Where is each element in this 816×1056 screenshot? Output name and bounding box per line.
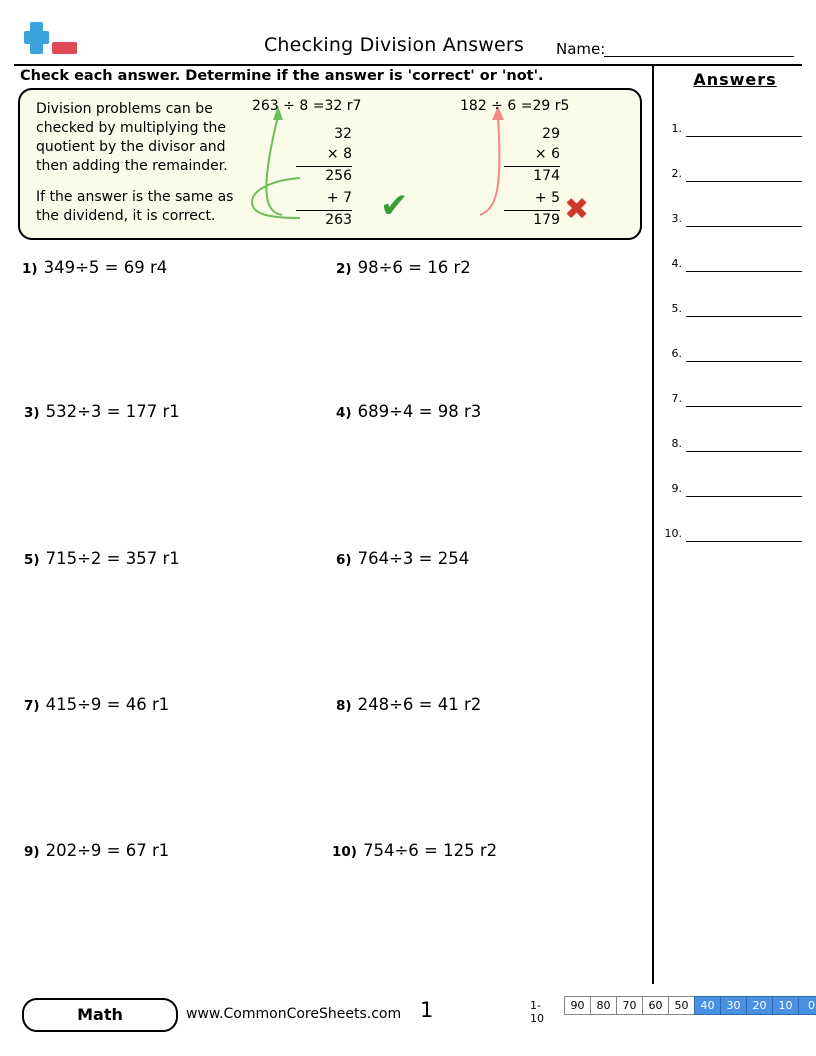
page-header bbox=[14, 22, 802, 62]
correct-example-work bbox=[252, 98, 409, 228]
answer-number: 9. bbox=[671, 482, 682, 495]
problem-number: 1) bbox=[22, 261, 38, 277]
scale-cell: 50 bbox=[668, 996, 694, 1015]
problem-item[interactable] bbox=[332, 841, 497, 860]
problem-text: 764÷3 = 254 bbox=[357, 549, 470, 568]
answer-row[interactable] bbox=[660, 118, 806, 140]
example-explanation bbox=[36, 100, 246, 238]
problem-text: 715÷2 = 357 r1 bbox=[45, 549, 180, 568]
problem-number: 3) bbox=[24, 405, 40, 421]
problem-text: 415÷9 = 46 r1 bbox=[45, 695, 170, 714]
answer-number: 2. bbox=[671, 167, 682, 180]
problem-item[interactable] bbox=[336, 258, 471, 277]
answers-column-divider bbox=[652, 64, 654, 984]
example-text-2: If the answer is the same as the dividend, it is correct. bbox=[36, 189, 234, 224]
incorrect-cross-icon: ✖ bbox=[564, 192, 590, 227]
scale-cell: 60 bbox=[642, 996, 668, 1015]
answer-number: 7. bbox=[671, 392, 682, 405]
page-number: 1 bbox=[420, 998, 434, 1022]
problem-text: 98÷6 = 16 r2 bbox=[357, 258, 471, 277]
answer-row[interactable] bbox=[660, 433, 806, 455]
problem-item[interactable] bbox=[24, 841, 169, 860]
scale-cell: 0 bbox=[798, 996, 816, 1015]
incorrect-factor: 29 bbox=[542, 126, 560, 142]
scale-cell: 40 bbox=[694, 996, 720, 1015]
problem-item[interactable] bbox=[336, 695, 481, 714]
correct-multiplier: × 8 bbox=[326, 146, 352, 162]
problem-number: 4) bbox=[336, 405, 352, 421]
name-label: Name: bbox=[556, 40, 606, 58]
problem-text: 689÷4 = 98 r3 bbox=[357, 402, 482, 421]
incorrect-example-work bbox=[460, 98, 600, 228]
problem-number: 10) bbox=[332, 844, 357, 860]
scale-cell: 20 bbox=[746, 996, 772, 1015]
answer-blank[interactable] bbox=[686, 316, 802, 317]
header-divider bbox=[14, 64, 802, 66]
problem-item[interactable] bbox=[24, 549, 180, 568]
answer-number: 8. bbox=[671, 437, 682, 450]
answer-blank[interactable] bbox=[686, 406, 802, 407]
correct-example-heading: 263 ÷ 8 =32 r7 bbox=[252, 98, 362, 114]
correct-rule-2 bbox=[296, 210, 352, 211]
answer-number: 1. bbox=[671, 122, 682, 135]
subject-badge: Math bbox=[22, 998, 178, 1032]
incorrect-multiplier: × 6 bbox=[534, 146, 560, 162]
answer-blank[interactable] bbox=[686, 451, 802, 452]
scale-cell: 10 bbox=[772, 996, 798, 1015]
grading-scale-cells bbox=[564, 996, 816, 1015]
correct-total: 263 bbox=[325, 212, 352, 228]
answer-blank[interactable] bbox=[686, 361, 802, 362]
problem-number: 8) bbox=[336, 698, 352, 714]
name-input-rule[interactable] bbox=[604, 56, 794, 57]
commoncoresheets-logo-icon bbox=[24, 20, 84, 66]
problem-text: 532÷3 = 177 r1 bbox=[45, 402, 180, 421]
correct-addend: + 7 bbox=[326, 190, 352, 206]
site-url[interactable]: www.CommonCoreSheets.com bbox=[186, 1006, 402, 1022]
answer-blank[interactable] bbox=[686, 541, 802, 542]
answer-blank[interactable] bbox=[686, 136, 802, 137]
example-text-1: Division problems can be checked by multiplying the quotient by the divisor and then adding the remainder. bbox=[36, 101, 228, 174]
problem-number: 2) bbox=[336, 261, 352, 277]
problem-number: 5) bbox=[24, 552, 40, 568]
answer-number: 6. bbox=[671, 347, 682, 360]
correct-product: 256 bbox=[325, 168, 352, 184]
incorrect-rule-1 bbox=[504, 166, 560, 167]
scale-cell: 30 bbox=[720, 996, 746, 1015]
problem-number: 6) bbox=[336, 552, 352, 568]
problem-item[interactable] bbox=[24, 402, 180, 421]
answer-row[interactable] bbox=[660, 163, 806, 185]
correct-check-icon: ✔ bbox=[380, 186, 409, 226]
scale-cell: 80 bbox=[590, 996, 616, 1015]
answer-row[interactable] bbox=[660, 208, 806, 230]
answer-blank[interactable] bbox=[686, 226, 802, 227]
answer-row[interactable] bbox=[660, 343, 806, 365]
scale-cell: 70 bbox=[616, 996, 642, 1015]
answer-number: 4. bbox=[671, 257, 682, 270]
incorrect-example-heading: 182 ÷ 6 =29 r5 bbox=[460, 98, 570, 114]
problem-text: 349÷5 = 69 r4 bbox=[43, 258, 168, 277]
incorrect-product: 174 bbox=[533, 168, 560, 184]
answer-row[interactable] bbox=[660, 478, 806, 500]
answers-heading: Answers bbox=[693, 70, 777, 89]
problem-item[interactable] bbox=[24, 695, 169, 714]
problem-item[interactable] bbox=[336, 549, 469, 568]
instructions-text: Check each answer. Determine if the answer is 'correct' or 'not'. bbox=[20, 68, 544, 84]
problem-number: 9) bbox=[24, 844, 40, 860]
answer-row[interactable] bbox=[660, 523, 806, 545]
problem-number: 7) bbox=[24, 698, 40, 714]
answer-number: 5. bbox=[671, 302, 682, 315]
answer-blank[interactable] bbox=[686, 496, 802, 497]
answer-row[interactable] bbox=[660, 388, 806, 410]
answer-number: 3. bbox=[671, 212, 682, 225]
problem-text: 202÷9 = 67 r1 bbox=[45, 841, 170, 860]
answer-blank[interactable] bbox=[686, 271, 802, 272]
scale-cell: 90 bbox=[564, 996, 590, 1015]
answer-blank[interactable] bbox=[686, 181, 802, 182]
page-title: Checking Division Answers bbox=[263, 34, 525, 56]
answer-row[interactable] bbox=[660, 253, 806, 275]
incorrect-total: 179 bbox=[533, 212, 560, 228]
problem-item[interactable] bbox=[22, 258, 167, 277]
incorrect-addend: + 5 bbox=[534, 190, 560, 206]
answer-number: 10. bbox=[664, 527, 682, 540]
grading-scale-label: 1-10 bbox=[530, 999, 544, 1025]
problem-text: 754÷6 = 125 r2 bbox=[362, 841, 498, 860]
correct-rule-1 bbox=[296, 166, 352, 167]
incorrect-rule-2 bbox=[504, 210, 560, 211]
example-box bbox=[18, 88, 642, 240]
problem-text: 248÷6 = 41 r2 bbox=[357, 695, 482, 714]
problem-item[interactable] bbox=[336, 402, 481, 421]
answer-row[interactable] bbox=[660, 298, 806, 320]
correct-factor: 32 bbox=[334, 126, 352, 142]
